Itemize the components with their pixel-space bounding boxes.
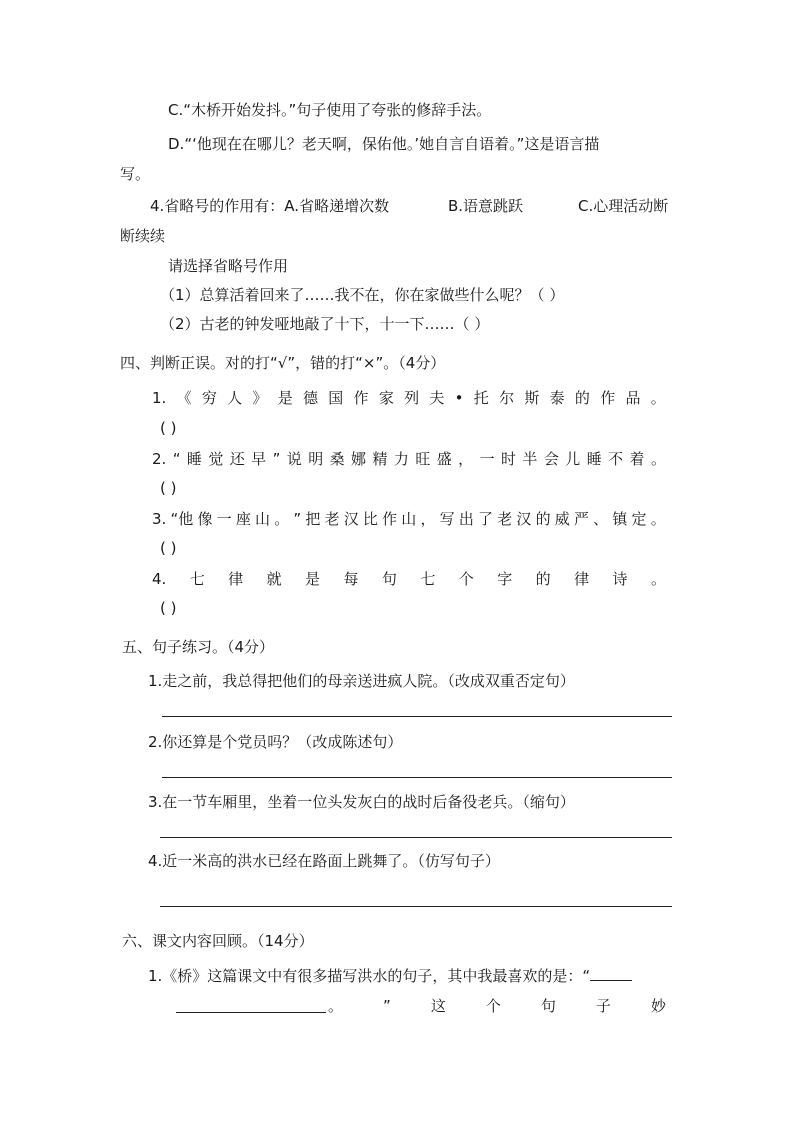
answer-line-2[interactable] xyxy=(162,777,672,778)
judge-item-3-char: 作 xyxy=(382,510,398,528)
judge-item-1-char: 的 xyxy=(574,389,590,407)
sentence-q3: 3.在一节车厢里，坐着一位头发灰白的战时后备役老兵。（缩句） xyxy=(148,793,575,811)
judge-item-2-char: 睡 xyxy=(586,450,602,468)
judge-item-3-char: 出 xyxy=(458,510,474,528)
judge-item-1-char: 1. xyxy=(152,389,167,407)
section-4-title: 四、判断正误。对的打“√”，错的打“×”。（4分） xyxy=(120,354,446,372)
judge-item-2-char: 时 xyxy=(501,450,517,468)
judge-item-2-char: 说 xyxy=(286,450,302,468)
judge-item-2-char: 不 xyxy=(608,450,624,468)
judge-item-1-char: 夫 xyxy=(429,389,445,407)
judge-item-2-char: 桑 xyxy=(329,450,345,468)
judge-item-4-char: 的 xyxy=(535,570,551,588)
judge-item-4-char: 。 xyxy=(650,570,666,588)
review-q1-cont-char: 妙 xyxy=(650,997,666,1015)
option-d-line1: D.“‘他现在在哪儿？老天啊，保佑他。’她自言自语着。”这是语言描 xyxy=(168,135,600,153)
review-q1-blank[interactable] xyxy=(176,1012,326,1013)
judge-item-3-char: 汉 xyxy=(516,510,532,528)
review-q1-cont-char: 。 xyxy=(328,997,344,1015)
judge-item-1-char: 列 xyxy=(404,389,420,407)
judge-item-3-char: 把 xyxy=(305,510,321,528)
judge-item-3-char: 。 xyxy=(650,510,666,528)
judge-item-1-char: • xyxy=(454,389,464,407)
judge-item-1-char: 《 xyxy=(176,389,192,407)
judge-item-1-char: 作 xyxy=(353,389,369,407)
judge-item-2-char: 觉 xyxy=(208,450,224,468)
judge-item-3-char: 老 xyxy=(324,510,340,528)
judge-item-3-char: 汉 xyxy=(343,510,359,528)
section-5-title: 五、句子练习。（4分） xyxy=(122,638,275,656)
judge-item-2-char: 还 xyxy=(229,450,245,468)
judge-item-3-char: 写 xyxy=(439,510,455,528)
judge-item-2-char: “ xyxy=(172,450,181,468)
judge-item-2-char: 早 xyxy=(251,450,267,468)
q4-prompt: 请选择省略号作用 xyxy=(168,257,289,275)
judge-item-4-char: 律 xyxy=(574,570,590,588)
review-q1 xyxy=(148,966,632,986)
judge-item-3-char: 、 xyxy=(593,510,609,528)
judge-item-1-char: 泰 xyxy=(549,389,565,407)
judge-item-3-char: 一 xyxy=(216,510,232,528)
judge-item-3-char: 了 xyxy=(478,510,494,528)
review-q1-cont-char: 句 xyxy=(540,997,556,1015)
judge-item-4-paren: ( ) xyxy=(160,599,177,617)
judge-item-1-char: 家 xyxy=(378,389,394,407)
judge-item-1-char: 是 xyxy=(277,389,293,407)
judge-item-3-char: “他 xyxy=(170,510,194,528)
sentence-q1: 1.走之前，我总得把他们的母亲送进疯人院。（改成双重否定句） xyxy=(148,672,575,690)
judge-item-1-char: 斯 xyxy=(524,389,540,407)
judge-item-4-char: 每 xyxy=(343,570,359,588)
judge-item-3-char: 像 xyxy=(197,510,213,528)
judge-item-3-char: 3. xyxy=(152,510,167,528)
judge-item-4-char: 句 xyxy=(381,570,397,588)
review-q1-cont-char: 这 xyxy=(430,997,446,1015)
judge-item-1-char: 国 xyxy=(328,389,344,407)
judge-item-3-char: ” xyxy=(293,510,302,528)
judge-item-1-char: 》 xyxy=(252,389,268,407)
judge-item-1-char: 尔 xyxy=(499,389,515,407)
option-d-line2: 写。 xyxy=(120,165,151,183)
judge-item-2-char: 半 xyxy=(522,450,538,468)
review-q1-cont-char: ” xyxy=(383,997,391,1015)
q4-item-2: （2）古老的钟发哑地敲了十下，十一下……（ ） xyxy=(160,315,490,333)
judge-item-2-char: 娜 xyxy=(351,450,367,468)
judge-item-4-char: 字 xyxy=(497,570,513,588)
judge-item-1-char: 人 xyxy=(227,389,243,407)
judge-item-1-char: 穷 xyxy=(201,389,217,407)
judge-item-2-char: 旺 xyxy=(415,450,431,468)
judge-item-2-char: 着 xyxy=(629,450,645,468)
judge-item-4-char: 七 xyxy=(189,570,205,588)
judge-item-3-char: 座 xyxy=(235,510,251,528)
judge-item-2-char: 睡 xyxy=(186,450,202,468)
answer-line-3[interactable] xyxy=(160,837,672,838)
judge-item-2-char: 。 xyxy=(650,450,666,468)
judge-item-3-char: ， xyxy=(420,510,436,528)
q4-item-1: （1）总算活着回来了……我不在，你在家做些什么呢？（ ） xyxy=(160,286,565,304)
answer-line-1[interactable] xyxy=(162,716,672,717)
judge-item-2-char: 一 xyxy=(479,450,495,468)
judge-item-4-char: 七 xyxy=(420,570,436,588)
option-c: C.“木桥开始发抖。”句子使用了夸张的修辞手法。 xyxy=(168,101,492,119)
judge-item-3-char: 镇 xyxy=(612,510,628,528)
review-q1-cont-char: 个 xyxy=(485,997,501,1015)
judge-item-2-char: 力 xyxy=(393,450,409,468)
judge-item-1-char: 作 xyxy=(600,389,616,407)
judge-item-4-char: 是 xyxy=(305,570,321,588)
judge-item-3-char: 定 xyxy=(631,510,647,528)
q4-option-b: B.语意跳跃 xyxy=(448,197,524,215)
judge-item-1-paren: ( ) xyxy=(160,419,177,437)
judge-item-1-char: 托 xyxy=(473,389,489,407)
judge-item-4-char: 律 xyxy=(228,570,244,588)
judge-item-2-char: 2. xyxy=(152,450,167,468)
q4-option-c: C.心理活动断 xyxy=(578,197,669,215)
q4-ellipsis-text: 4.省略号的作用有：A.省略递增次数 xyxy=(150,197,390,215)
review-q1-blank-start[interactable] xyxy=(590,966,632,981)
judge-item-3-char: 的 xyxy=(535,510,551,528)
judge-item-4-char: 4. xyxy=(152,570,167,588)
judge-item-2-char: ， xyxy=(458,450,474,468)
judge-item-3-char: 山 xyxy=(401,510,417,528)
judge-item-2-paren: ( ) xyxy=(160,479,177,497)
answer-line-4[interactable] xyxy=(160,906,672,907)
sentence-q4: 4.近一米高的洪水已经在路面上跳舞了。（仿写句子） xyxy=(148,852,500,870)
judge-item-3-char: 老 xyxy=(497,510,513,528)
review-q1-cont-char: 子 xyxy=(595,997,611,1015)
q4-option-c-cont: 断续续 xyxy=(120,227,166,245)
judge-item-3-char: 山 xyxy=(255,510,271,528)
judge-item-2-char: ” xyxy=(272,450,281,468)
judge-item-1 xyxy=(152,388,666,408)
judge-item-4-char: 诗 xyxy=(612,570,628,588)
review-q1-cont xyxy=(328,996,666,1016)
judge-item-4 xyxy=(152,569,666,589)
judge-item-2-char: 儿 xyxy=(565,450,581,468)
judge-item-3-char: 。 xyxy=(274,510,290,528)
judge-item-1-char: 品 xyxy=(625,389,641,407)
section-6-title: 六、课文内容回顾。（14分） xyxy=(122,932,314,950)
judge-item-1-char: 德 xyxy=(302,389,318,407)
judge-item-4-char: 就 xyxy=(266,570,282,588)
judge-item-3-char: 威 xyxy=(554,510,570,528)
judge-item-2-char: 明 xyxy=(308,450,324,468)
judge-item-2-char: 精 xyxy=(372,450,388,468)
judge-item-1-char: 。 xyxy=(650,389,666,407)
sentence-q2: 2.你还算是个党员吗？（改成陈述句） xyxy=(148,733,403,751)
judge-item-2-char: 盛 xyxy=(436,450,452,468)
judge-item-3 xyxy=(152,509,666,529)
judge-item-3-char: 比 xyxy=(362,510,378,528)
judge-item-3-paren: ( ) xyxy=(160,539,177,557)
judge-item-4-char: 个 xyxy=(458,570,474,588)
judge-item-2-char: 会 xyxy=(543,450,559,468)
judge-item-3-char: 严 xyxy=(573,510,589,528)
judge-item-2 xyxy=(152,449,666,469)
review-q1-text: 1.《桥》这篇课文中有很多描写洪水的句子，其中我最喜欢的是：“ xyxy=(148,967,591,985)
